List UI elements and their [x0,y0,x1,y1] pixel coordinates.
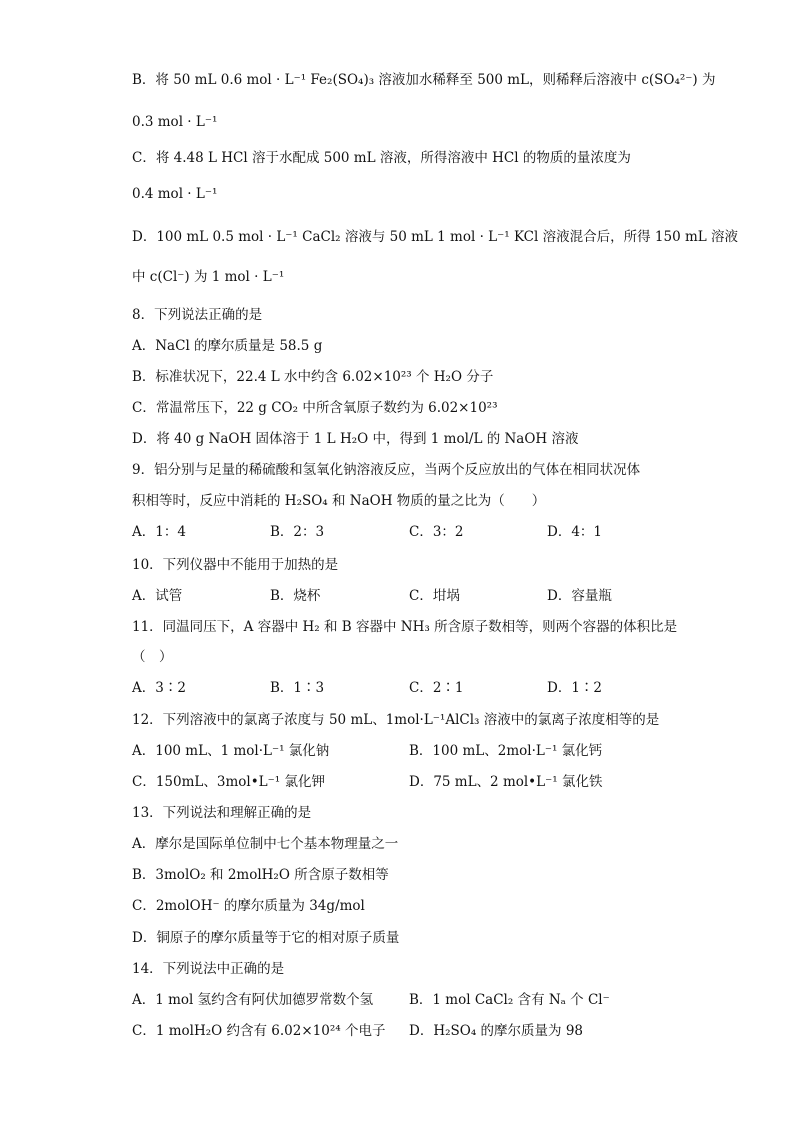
q10-option-c: C．坩埚 [409,588,460,604]
q13-option-d: D．铜原子的摩尔质量等于它的相对原子质量 [132,930,400,946]
q7-option-d-line2: 中 c(Cl⁻) 为 1 mol · L⁻¹ [132,269,285,285]
q14-options-row1 [132,990,672,1010]
q14-option-b: B．1 mol CaCl₂ 含有 Nₐ 个 Cl⁻ [409,992,610,1008]
q9-stem-line1: 9．铝分别与足量的稀硫酸和氢氧化钠溶液反应，当两个反应放出的气体在相同状况体 [132,462,641,478]
q8-option-b: B．标准状况下，22.4 L 水中约含 6.02×10²³ 个 H₂O 分子 [132,369,494,385]
q14-options-row2 [132,1021,672,1041]
q9-option-d: D．4：1 [547,524,603,540]
q10-option-d: D．容量瓶 [547,588,612,604]
q11-option-c: C．2∶1 [409,680,464,696]
q9-option-b: B．2：3 [270,524,325,540]
q11-stem-line2: （ ） [132,649,173,665]
q12-option-a: A．100 mL、1 mol·L⁻¹ 氯化钠 [132,743,330,759]
q14-option-a: A．1 mol 氢约含有阿伏加德罗常数个氢 [132,992,374,1008]
q8-option-d: D．将 40 g NaOH 固体溶于 1 L H₂O 中，得到 1 mol/L 的 NaOH 溶液 [132,431,579,447]
q10-options [132,586,672,606]
q12-options-row1 [132,741,672,761]
q13-stem: 13．下列说法和理解正确的是 [132,805,312,821]
q9-option-a: A．1：4 [132,524,186,540]
q12-option-d: D．75 mL、2 mol•L⁻¹ 氯化铁 [409,774,603,790]
q9-stem-line2: 积相等时，反应中消耗的 H₂SO₄ 和 NaOH 物质的量之比为（ ） [132,493,546,509]
q11-stem-line1: 11．同温同压下，A 容器中 H₂ 和 B 容器中 NH₃ 所含原子数相等，则两个容器的体积比是 [132,619,678,635]
q12-option-c: C．150mL、3mol•L⁻¹ 氯化钾 [132,774,325,790]
q7-option-b-line1: B．将 50 mL 0.6 mol · L⁻¹ Fe₂(SO₄)₃ 溶液加水稀释至 500 mL，则稀释后溶液中 c(SO₄²⁻) 为 [132,72,716,88]
q11-options [132,678,672,698]
q10-option-b: B．烧杯 [270,588,321,604]
q13-option-c: C．2molOH⁻ 的摩尔质量为 34g/mol [132,898,365,914]
q7-option-d-line1: D．100 mL 0.5 mol · L⁻¹ CaCl₂ 溶液与 50 mL 1 mol · L⁻¹ KCl 溶液混合后，所得 150 mL 溶液 [132,229,739,245]
q14-stem: 14．下列说法中正确的是 [132,961,285,977]
q10-stem: 10．下列仪器中不能用于加热的是 [132,557,339,573]
q9-option-c: C．3：2 [409,524,464,540]
q14-option-c: C．1 molH₂O 约含有 6.02×10²⁴ 个电子 [132,1023,386,1039]
q12-options-row2 [132,772,672,792]
q7-option-b-line2: 0.3 mol · L⁻¹ [132,114,218,130]
q14-option-d: D．H₂SO₄ 的摩尔质量为 98 [409,1023,583,1039]
q8-option-c: C．常温常压下，22 g CO₂ 中所含氧原子数约为 6.02×10²³ [132,400,498,416]
q13-option-a: A．摩尔是国际单位制中七个基本物理量之一 [132,836,399,852]
q7-option-c-line1: C．将 4.48 L HCl 溶于水配成 500 mL 溶液，所得溶液中 HCl 的物质的量浓度为 [132,150,631,166]
q7-option-c-line2: 0.4 mol · L⁻¹ [132,186,218,202]
q8-stem: 8．下列说法正确的是 [132,307,263,323]
q10-option-a: A．试管 [132,588,183,604]
q11-option-b: B．1∶3 [270,680,325,696]
q12-option-b: B．100 mL、2mol·L⁻¹ 氯化钙 [409,743,603,759]
q13-option-b: B．3molO₂ 和 2molH₂O 所含原子数相等 [132,867,389,883]
q8-option-a: A．NaCl 的摩尔质量是 58.5 g [132,338,323,354]
q11-option-a: A．3∶2 [132,680,186,696]
q9-options [132,522,672,542]
q12-stem: 12．下列溶液中的氯离子浓度与 50 mL、1mol·L⁻¹AlCl₃ 溶液中的氯离子浓度相等的是 [132,712,660,728]
q11-option-d: D．1∶2 [547,680,603,696]
